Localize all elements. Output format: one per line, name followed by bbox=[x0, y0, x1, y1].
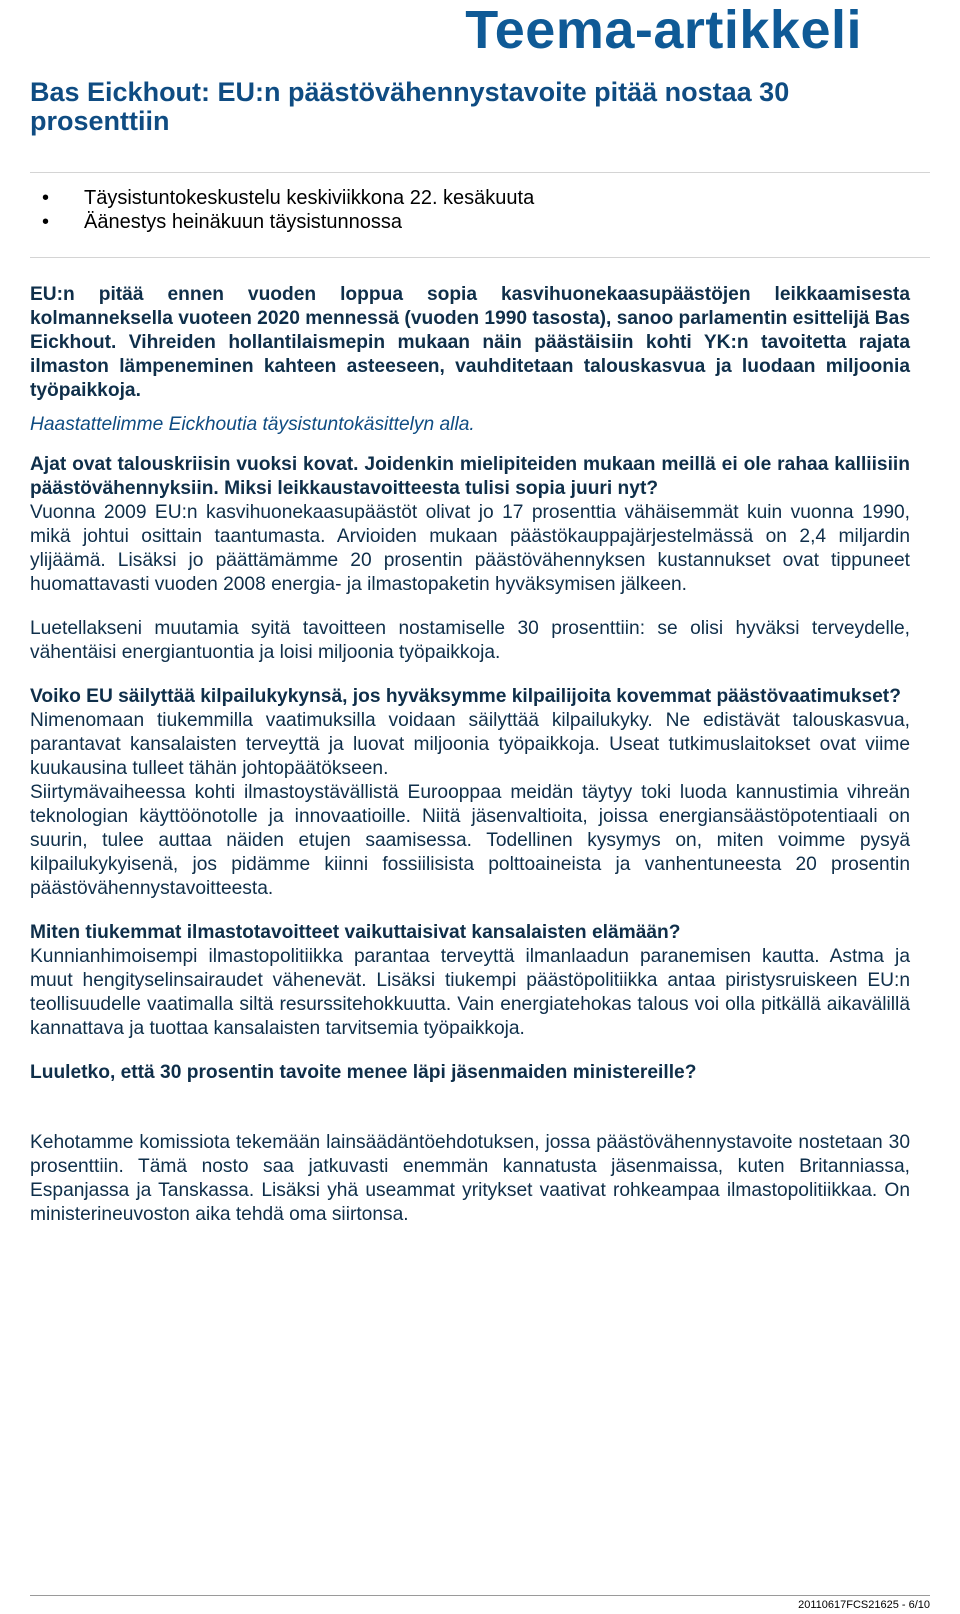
answer-2: Nimenomaan tiukemmilla vaatimuksilla voidaan säilyttää kilpailukyky. Ne edistävät talouskasvua, parantavat kansalaisten terveyttä ja luovat miljoonia työpaikkoja. Useat tutkimuslaitokset ovat viime kuukausina tulleet tähän johtopäätökseen. bbox=[30, 710, 910, 779]
question-2: Voiko EU säilyttää kilpailukykynsä, jos hyväksymme kilpailijoita kovemmat päästövaatimukset? bbox=[30, 686, 901, 707]
divider-bottom bbox=[30, 257, 930, 258]
summary-bullet-list bbox=[30, 186, 910, 234]
answer-1-continued: Luetellakseni muutamia syitä tavoitteen nostamiselle 30 prosenttiin: se olisi hyväksi terveydelle, vähentäisi energiantuontia ja loisi miljoonia työpaikkoja. bbox=[30, 618, 910, 663]
bullet-text: Täysistuntokeskustelu keskiviikkona 22. kesäkuuta bbox=[84, 187, 535, 209]
answer-1: Vuonna 2009 EU:n kasvihuonekaasupäästöt olivat jo 17 prosenttia vähäisemmät kuin vuonna 1990, mikä johtui osittain taantumasta. Arvioiden mukaan päästökauppajärjestelmässä on 2,4 miljardin ylijäämä. Lisäksi jo päättämämme 20 prosentin päästövähennyksen kustannukset ovat tippuneet huomattavasti vuoden 2008 energia- ja ilmastopaketin hyväksymisen jälkeen. bbox=[30, 502, 910, 595]
question-3: Miten tiukemmat ilmastotavoitteet vaikuttaisivat kansalaisten elämään? bbox=[30, 922, 681, 943]
section-header: Teema-artikkeli bbox=[465, 0, 862, 60]
question-4: Luuletko, että 30 prosentin tavoite menee läpi jäsenmaiden ministereille? bbox=[30, 1062, 697, 1083]
divider-top bbox=[30, 172, 930, 173]
question-1: Ajat ovat talouskriisin vuoksi kovat. Joidenkin mielipiteiden mukaan meillä ei ole rahaa kalliisiin päästövähennyksiin. Miksi leikkaustavoitteesta tulisi sopia juuri nyt? bbox=[30, 454, 910, 499]
answer-3: Kunnianhimoisempi ilmastopolitiikka parantaa terveyttä ilmanlaadun paranemisen kautta. Astma ja muut hengityselinsairaudet vähenevät. Lisäksi tiukempi päästöpolitiikka antaa piristysruiskeen EU:n teollisuudelle vaatimalla siltä resurssitehokkuutta. Vain energiatehokas talous voi olla pitkällä aikavälillä kannattava ja tuottaa kansalaisten tarvitsemia työpaikkoja. bbox=[30, 946, 910, 1039]
answer-4: Kehotamme komissiota tekemään lainsäädäntöehdotuksen, jossa päästövähennystavoite nostetaan 30 prosenttiin. Tämä nosto saa jatkuvasti enemmän kannatusta jäsenmaissa, kuten Britanniassa, Espanjassa ja Tanskassa. Lisäksi yhä useammat yritykset vaativat rohkeampaa ilmastopolitiikkaa. On ministerineuvoston aika tehdä oma siirtonsa. bbox=[30, 1132, 910, 1225]
bullet-text: Äänestys heinäkuun täysistunnossa bbox=[84, 211, 402, 233]
article-body bbox=[30, 283, 910, 1227]
document-reference: 20110617FCS21625 - 6/10 bbox=[798, 1599, 930, 1611]
bullet-icon: • bbox=[42, 211, 50, 233]
footer-divider bbox=[30, 1595, 930, 1596]
bullet-icon: • bbox=[42, 187, 50, 209]
bullet-item bbox=[30, 186, 910, 210]
answer-2-continued: Siirtymävaiheessa kohti ilmastoystävällistä Eurooppaa meidän täytyy toki luoda kannustimia vihreän teknologian käyttöönotolle ja innovaatioille. Niitä jäsenvaltioita, joissa energiansäästöpotentiaali on suurin, tulee auttaa näiden etujen saamisessa. Todellinen kysymys on, miten voimme pysyä kilpailukykyisenä, jos pidämme kiinni fossiilisista polttoaineista ja vanhentuneesta 20 prosentin päästövähennystavoitteesta. bbox=[30, 782, 910, 899]
article-title: Bas Eickhout: EU:n päästövähennystavoite pitää nostaa 30 prosenttiin bbox=[30, 77, 790, 136]
bullet-item bbox=[30, 210, 910, 234]
lead-paragraph: EU:n pitää ennen vuoden loppua sopia kasvihuonekaasupäästöjen leikkaamisesta kolmanneksella vuoteen 2020 mennessä (vuoden 1990 tasosta), sanoo parlamentin esittelijä Bas Eickhout. Vihreiden hollantilaismepin mukaan näin päästäisiin kohti YK:n tavoitetta rajata ilmaston lämpeneminen kahteen asteeseen, vauhditetaan talouskasvua ja luodaan miljoonia työpaikkoja. bbox=[30, 284, 910, 401]
interview-intro: Haastattelimme Eickhoutia täysistuntokäsittelyn alla. bbox=[30, 414, 475, 435]
